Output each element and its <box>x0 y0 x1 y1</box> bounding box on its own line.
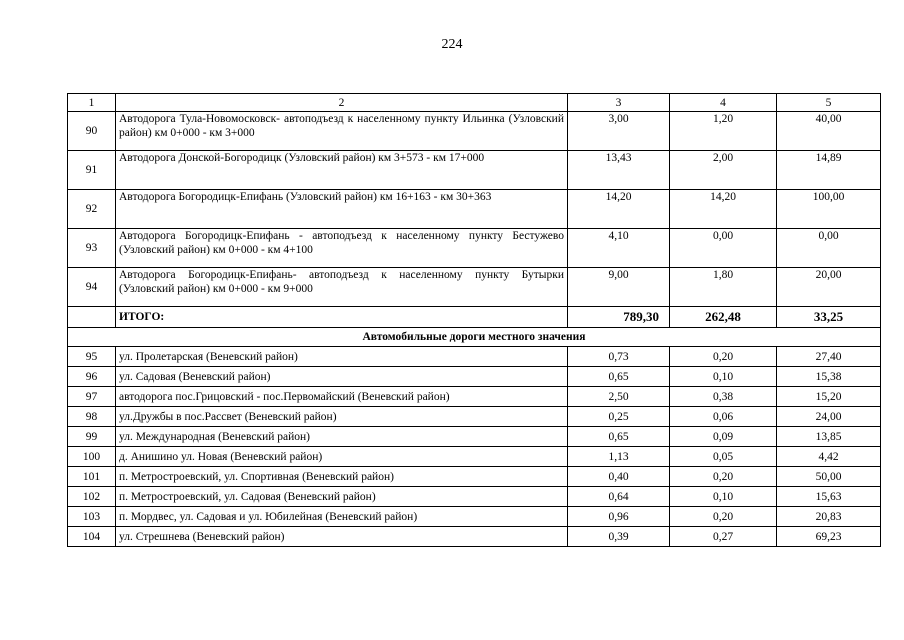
value-col-5: 40,00 <box>777 112 881 151</box>
value-col-5: 100,00 <box>777 190 881 229</box>
table-row <box>68 229 881 268</box>
table-row <box>68 427 881 447</box>
header-row <box>68 94 881 112</box>
road-name: д. Анишино ул. Новая (Веневский район) <box>116 447 568 467</box>
value-col-3: 14,20 <box>568 190 670 229</box>
header-cell: 2 <box>116 94 568 112</box>
value-col-4: 0,09 <box>670 427 777 447</box>
row-number: 93 <box>68 229 116 268</box>
value-col-4: 0,38 <box>670 387 777 407</box>
value-col-4: 1,80 <box>670 268 777 307</box>
value-col-5: 14,89 <box>777 151 881 190</box>
value-col-3: 3,00 <box>568 112 670 151</box>
table-row <box>68 367 881 387</box>
value-col-3: 9,00 <box>568 268 670 307</box>
value-col-3: 0,25 <box>568 407 670 427</box>
value-col-4: 0,20 <box>670 347 777 367</box>
value-col-5: 13,85 <box>777 427 881 447</box>
value-col-3: 1,13 <box>568 447 670 467</box>
roads-table <box>67 93 881 547</box>
road-name: ул. Международная (Веневский район) <box>116 427 568 447</box>
table-row <box>68 112 881 151</box>
value-col-4: 0,06 <box>670 407 777 427</box>
value-col-3: 0,73 <box>568 347 670 367</box>
value-col-4: 0,20 <box>670 507 777 527</box>
total-label: ИТОГО: <box>116 307 568 328</box>
value-col-5: 0,00 <box>777 229 881 268</box>
value-col-5: 15,20 <box>777 387 881 407</box>
road-name: автодорога пос.Грицовский - пос.Первомайский (Веневский район) <box>116 387 568 407</box>
value-col-5: 20,83 <box>777 507 881 527</box>
row-number: 98 <box>68 407 116 427</box>
table-row <box>68 347 881 367</box>
header-cell: 3 <box>568 94 670 112</box>
value-col-3: 0,96 <box>568 507 670 527</box>
total-col-4: 262,48 <box>670 307 777 328</box>
section-title: Автомобильные дороги местного значения <box>68 328 881 347</box>
value-col-5: 24,00 <box>777 407 881 427</box>
value-col-3: 13,43 <box>568 151 670 190</box>
value-col-4: 14,20 <box>670 190 777 229</box>
value-col-3: 2,50 <box>568 387 670 407</box>
header-cell: 4 <box>670 94 777 112</box>
total-col-5: 33,25 <box>777 307 881 328</box>
row-number: 92 <box>68 190 116 229</box>
value-col-5: 15,38 <box>777 367 881 387</box>
row-number: 103 <box>68 507 116 527</box>
value-col-5: 69,23 <box>777 527 881 547</box>
value-col-3: 0,64 <box>568 487 670 507</box>
row-number: 91 <box>68 151 116 190</box>
value-col-4: 1,20 <box>670 112 777 151</box>
road-name: п. Мордвес, ул. Садовая и ул. Юбилейная (Веневский район) <box>116 507 568 527</box>
value-col-5: 4,42 <box>777 447 881 467</box>
value-col-4: 0,00 <box>670 229 777 268</box>
row-number: 101 <box>68 467 116 487</box>
table-row <box>68 487 881 507</box>
value-col-3: 0,65 <box>568 367 670 387</box>
value-col-5: 50,00 <box>777 467 881 487</box>
value-col-5: 27,40 <box>777 347 881 367</box>
road-name: п. Метростроевский, ул. Садовая (Веневский район) <box>116 487 568 507</box>
table-row <box>68 151 881 190</box>
road-name: Автодорога Богородицк-Епифань- автоподъезд к населенному пункту Бутырки (Узловский район) км 0+000 - км 9+000 <box>116 268 568 307</box>
row-number: 102 <box>68 487 116 507</box>
value-col-3: 0,40 <box>568 467 670 487</box>
road-name: п. Метростроевский, ул. Спортивная (Веневский район) <box>116 467 568 487</box>
total-number-cell <box>68 307 116 328</box>
header-cell: 1 <box>68 94 116 112</box>
road-name: ул.Дружбы в пос.Рассвет (Веневский район) <box>116 407 568 427</box>
value-col-4: 0,27 <box>670 527 777 547</box>
table-row <box>68 407 881 427</box>
row-number: 90 <box>68 112 116 151</box>
value-col-5: 20,00 <box>777 268 881 307</box>
table-row <box>68 527 881 547</box>
row-number: 94 <box>68 268 116 307</box>
row-number: 95 <box>68 347 116 367</box>
page-number: 224 <box>441 37 463 52</box>
road-name: ул. Садовая (Веневский район) <box>116 367 568 387</box>
section-row <box>68 328 881 347</box>
value-col-3: 4,10 <box>568 229 670 268</box>
row-number: 97 <box>68 387 116 407</box>
value-col-3: 0,65 <box>568 427 670 447</box>
value-col-4: 0,10 <box>670 487 777 507</box>
table-row <box>68 467 881 487</box>
road-name: Автодорога Богородицк-Епифань (Узловский район) км 16+163 - км 30+363 <box>116 190 568 229</box>
table-row <box>68 447 881 467</box>
header-cell: 5 <box>777 94 881 112</box>
road-name: Автодорога Донской-Богородицк (Узловский район) км 3+573 - км 17+000 <box>116 151 568 190</box>
value-col-4: 0,20 <box>670 467 777 487</box>
value-col-4: 0,05 <box>670 447 777 467</box>
table-row <box>68 387 881 407</box>
row-number: 104 <box>68 527 116 547</box>
road-name: Автодорога Тула-Новомосковск- автоподъезд к населенному пункту Ильинка (Узловский район) км 0+000 - км 3+000 <box>116 112 568 151</box>
table-row <box>68 507 881 527</box>
total-col-3: 789,30 <box>568 307 670 328</box>
table-row <box>68 190 881 229</box>
road-name: ул. Стрешнева (Веневский район) <box>116 527 568 547</box>
road-name: Автодорога Богородицк-Епифань - автоподъезд к населенному пункту Бестужево (Узловский район) км 0+000 - км 4+100 <box>116 229 568 268</box>
table-row <box>68 268 881 307</box>
row-number: 99 <box>68 427 116 447</box>
value-col-4: 2,00 <box>670 151 777 190</box>
road-name: ул. Пролетарская (Веневский район) <box>116 347 568 367</box>
row-number: 96 <box>68 367 116 387</box>
value-col-3: 0,39 <box>568 527 670 547</box>
value-col-5: 15,63 <box>777 487 881 507</box>
total-row <box>68 307 881 328</box>
value-col-4: 0,10 <box>670 367 777 387</box>
row-number: 100 <box>68 447 116 467</box>
